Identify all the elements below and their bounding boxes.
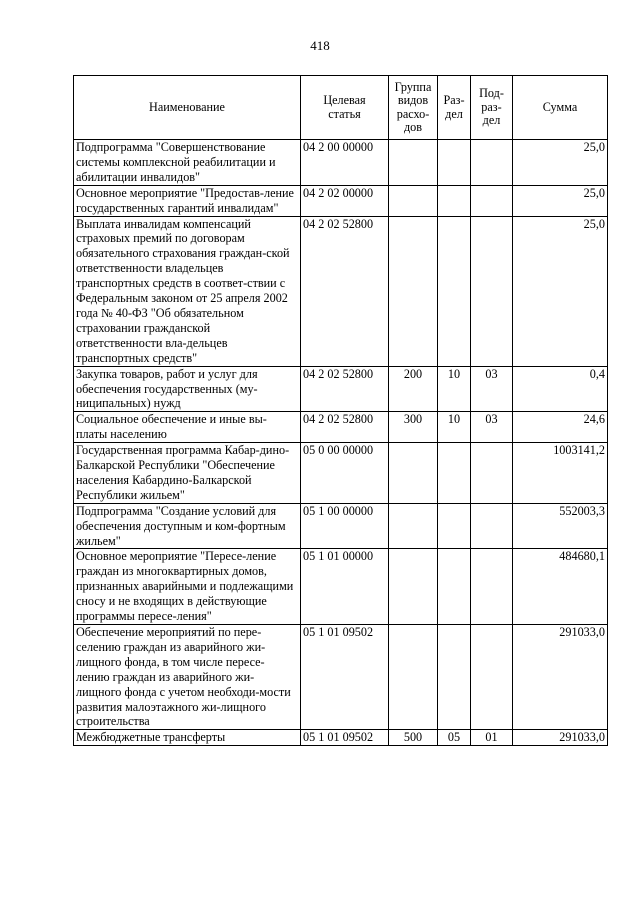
cell-section: [438, 549, 471, 625]
table-header-row: [74, 76, 608, 140]
header-name: Наименование: [74, 76, 301, 140]
cell-code: 04 2 00 00000: [301, 140, 389, 186]
cell-sum: 24,6: [513, 412, 608, 443]
cell-sum: 1003141,2: [513, 443, 608, 504]
cell-code: 05 0 00 00000: [301, 443, 389, 504]
cell-section: 10: [438, 412, 471, 443]
table-row: [74, 730, 608, 746]
cell-section: [438, 625, 471, 730]
cell-section: [438, 140, 471, 186]
cell-name: Основное мероприятие "Пересе-ление граждан из многоквартирных домов, признанных аварийными и подлежащими сносу и не входящих в действующие программы пересе-ления": [74, 549, 301, 625]
cell-subsection: 01: [471, 730, 513, 746]
cell-subsection: [471, 549, 513, 625]
table-row: [74, 140, 608, 186]
cell-sum: 25,0: [513, 216, 608, 366]
cell-section: 05: [438, 730, 471, 746]
cell-name: Государственная программа Кабар-дино-Балкарской Республики "Обеспечение населения Кабардино-Балкарской Республики жильем": [74, 443, 301, 504]
cell-sum: 291033,0: [513, 625, 608, 730]
cell-name: Обеспечение мероприятий по пере-селению граждан из аварийного жи-лищного фонда, в том числе пересе-лению граждан из аварийного жи-лищного фонда с учетом необходи-мости развития малоэтажного жи-лищного строительства: [74, 625, 301, 730]
cell-group: [389, 503, 438, 549]
cell-sum: 484680,1: [513, 549, 608, 625]
header-subsection: Под-раз-дел: [471, 76, 513, 140]
table-row: [74, 625, 608, 730]
cell-section: [438, 216, 471, 366]
cell-section: [438, 185, 471, 216]
header-sum: Сумма: [513, 76, 608, 140]
table-row: [74, 443, 608, 504]
cell-name: Закупка товаров, работ и услуг для обеспечения государственных (му-ниципальных) нужд: [74, 366, 301, 412]
cell-code: 05 1 01 09502: [301, 730, 389, 746]
header-group: Группа видов расхо-дов: [389, 76, 438, 140]
cell-name: Межбюджетные трансферты: [74, 730, 301, 746]
table-row: [74, 185, 608, 216]
cell-name: Основное мероприятие "Предостав-ление государственных гарантий инвалидам": [74, 185, 301, 216]
cell-code: 05 1 01 09502: [301, 625, 389, 730]
cell-subsection: 03: [471, 412, 513, 443]
cell-subsection: [471, 625, 513, 730]
cell-group: [389, 625, 438, 730]
budget-table: [73, 75, 608, 746]
cell-code: 05 1 00 00000: [301, 503, 389, 549]
cell-sum: 291033,0: [513, 730, 608, 746]
cell-group: 500: [389, 730, 438, 746]
cell-subsection: 03: [471, 366, 513, 412]
cell-group: [389, 185, 438, 216]
page-number: 418: [310, 38, 330, 53]
table-row: [74, 503, 608, 549]
header-section: Раз-дел: [438, 76, 471, 140]
cell-group: [389, 216, 438, 366]
cell-subsection: [471, 216, 513, 366]
cell-sum: 552003,3: [513, 503, 608, 549]
table-row: [74, 216, 608, 366]
cell-subsection: [471, 503, 513, 549]
table-row: [74, 412, 608, 443]
cell-name: Выплата инвалидам компенсаций страховых премий по договорам обязательного страхования граждан-ской ответственности владельцев транспортных средств в соответ-ствии с Федеральным законом от 25 апреля 2002 года № 40-ФЗ "Об обязательном страховании гражданской ответственности вла-дельцев транспортных средств": [74, 216, 301, 366]
cell-section: 10: [438, 366, 471, 412]
cell-name: Подпрограмма "Создание условий для обеспечения доступным и ком-фортным жильем": [74, 503, 301, 549]
cell-section: [438, 443, 471, 504]
cell-group: [389, 140, 438, 186]
cell-subsection: [471, 140, 513, 186]
cell-sum: 0,4: [513, 366, 608, 412]
cell-section: [438, 503, 471, 549]
cell-group: 300: [389, 412, 438, 443]
cell-subsection: [471, 185, 513, 216]
cell-group: [389, 549, 438, 625]
cell-name: Социальное обеспечение и иные вы-платы населению: [74, 412, 301, 443]
table-row: [74, 366, 608, 412]
cell-code: 05 1 01 00000: [301, 549, 389, 625]
cell-name: Подпрограмма "Совершенствование системы комплексной реабилитации и абилитации инвалидов": [74, 140, 301, 186]
cell-group: 200: [389, 366, 438, 412]
cell-group: [389, 443, 438, 504]
cell-subsection: [471, 443, 513, 504]
cell-code: 04 2 02 52800: [301, 412, 389, 443]
cell-code: 04 2 02 00000: [301, 185, 389, 216]
cell-code: 04 2 02 52800: [301, 366, 389, 412]
table-row: [74, 549, 608, 625]
cell-code: 04 2 02 52800: [301, 216, 389, 366]
header-code: Целевая статья: [301, 76, 389, 140]
cell-sum: 25,0: [513, 140, 608, 186]
cell-sum: 25,0: [513, 185, 608, 216]
